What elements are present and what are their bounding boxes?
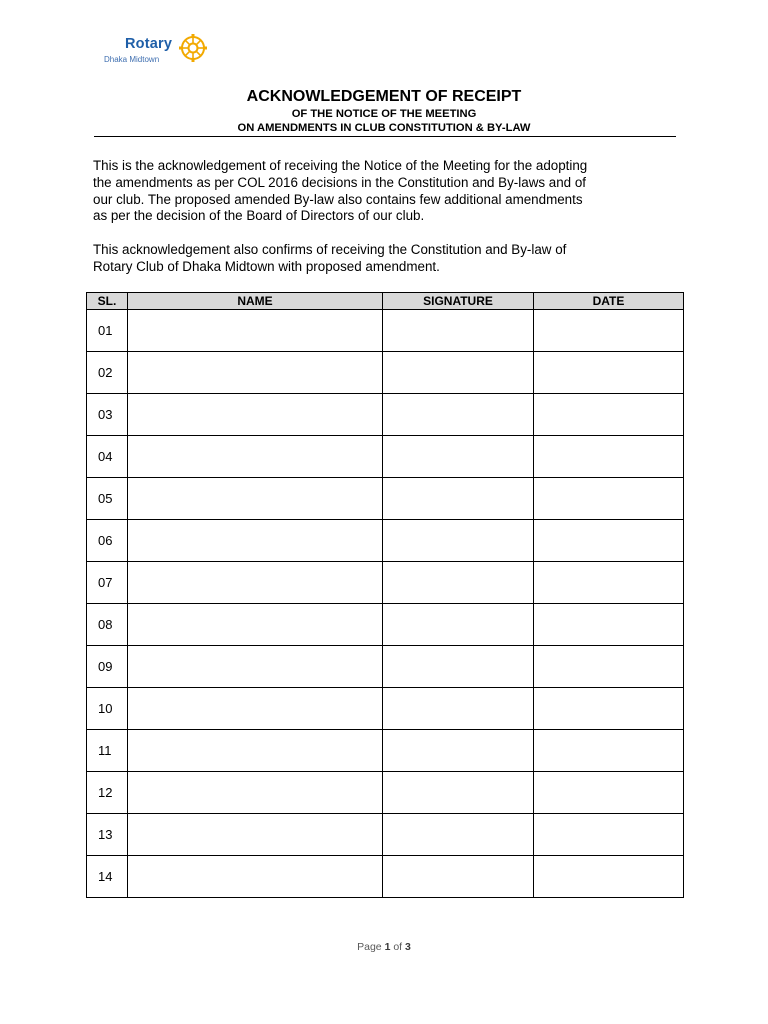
page-total: 3: [405, 941, 411, 953]
row-name-cell[interactable]: [128, 604, 383, 646]
table-row: [87, 772, 684, 814]
table-row: [87, 814, 684, 856]
document-subtitle-line2: ON AMENDMENTS IN CLUB CONSTITUTION & BY-LAW: [237, 122, 531, 134]
row-signature-cell[interactable]: [383, 310, 534, 352]
table-row: [87, 520, 684, 562]
row-serial-number: 05: [87, 478, 128, 520]
row-name-cell[interactable]: [128, 520, 383, 562]
row-serial-number: 06: [87, 520, 128, 562]
table-header-row: [87, 293, 684, 310]
confirmation-paragraph: [93, 242, 693, 276]
row-signature-cell[interactable]: [383, 646, 534, 688]
table-row: [87, 352, 684, 394]
row-signature-cell[interactable]: [383, 478, 534, 520]
row-date-cell[interactable]: [534, 394, 684, 436]
row-signature-cell[interactable]: [383, 394, 534, 436]
row-serial-number: 09: [87, 646, 128, 688]
row-date-cell[interactable]: [534, 604, 684, 646]
row-signature-cell[interactable]: [383, 562, 534, 604]
row-name-cell[interactable]: [128, 772, 383, 814]
document-subtitle-line1: OF THE NOTICE OF THE MEETING: [291, 108, 477, 120]
row-name-cell[interactable]: [128, 436, 383, 478]
paragraph-line: as per the decision of the Board of Directors of our club.: [93, 208, 425, 224]
row-signature-cell[interactable]: [383, 436, 534, 478]
row-name-cell[interactable]: [128, 730, 383, 772]
table-row: [87, 394, 684, 436]
title-divider: [94, 136, 676, 137]
paragraph-line: This acknowledgement also confirms of receiving the Constitution and By-law of: [93, 242, 567, 257]
row-serial-number: 08: [87, 604, 128, 646]
row-date-cell[interactable]: [534, 562, 684, 604]
acknowledgement-table: [86, 292, 684, 898]
row-serial-number: 04: [87, 436, 128, 478]
table-row: [87, 646, 684, 688]
column-header-date: DATE: [534, 293, 684, 310]
row-date-cell[interactable]: [534, 856, 684, 898]
table-row: [87, 478, 684, 520]
document-title: ACKNOWLEDGEMENT OF RECEIPT: [246, 88, 522, 105]
row-signature-cell[interactable]: [383, 814, 534, 856]
row-date-cell[interactable]: [534, 520, 684, 562]
row-signature-cell[interactable]: [383, 688, 534, 730]
paragraph-line: Rotary Club of Dhaka Midtown with proposed amendment.: [93, 258, 440, 274]
row-serial-number: 02: [87, 352, 128, 394]
column-header-name: NAME: [128, 293, 383, 310]
table-row: [87, 730, 684, 772]
row-date-cell[interactable]: [534, 436, 684, 478]
table-row: [87, 436, 684, 478]
row-date-cell[interactable]: [534, 646, 684, 688]
row-serial-number: 03: [87, 394, 128, 436]
row-name-cell[interactable]: [128, 688, 383, 730]
row-signature-cell[interactable]: [383, 352, 534, 394]
paragraph-line: our club. The proposed amended By-law also contains few additional amendments: [93, 191, 583, 207]
row-signature-cell[interactable]: [383, 520, 534, 562]
intro-paragraph: [93, 158, 693, 225]
row-name-cell[interactable]: [128, 478, 383, 520]
row-name-cell[interactable]: [128, 856, 383, 898]
row-serial-number: 13: [87, 814, 128, 856]
table-row: [87, 310, 684, 352]
table-row: [87, 856, 684, 898]
paragraph-line: the amendments as per COL 2016 decisions in the Constitution and By-laws and of: [93, 174, 587, 190]
column-header-signature: SIGNATURE: [383, 293, 534, 310]
row-name-cell[interactable]: [128, 310, 383, 352]
row-name-cell[interactable]: [128, 814, 383, 856]
row-date-cell[interactable]: [534, 814, 684, 856]
page-prefix: Page: [357, 941, 382, 953]
row-name-cell[interactable]: [128, 352, 383, 394]
rotary-logo: [104, 31, 214, 65]
paragraph-line: This is the acknowledgement of receiving the Notice of the Meeting for the adopting: [93, 158, 588, 173]
row-name-cell[interactable]: [128, 394, 383, 436]
row-signature-cell[interactable]: [383, 604, 534, 646]
row-name-cell[interactable]: [128, 562, 383, 604]
table-row: [87, 688, 684, 730]
row-signature-cell[interactable]: [383, 772, 534, 814]
row-serial-number: 14: [87, 856, 128, 898]
row-signature-cell[interactable]: [383, 730, 534, 772]
row-date-cell[interactable]: [534, 730, 684, 772]
row-date-cell[interactable]: [534, 310, 684, 352]
column-header-sl: SL.: [87, 293, 128, 310]
row-signature-cell[interactable]: [383, 856, 534, 898]
logo-wordmark: Rotary: [125, 36, 173, 52]
row-serial-number: 10: [87, 688, 128, 730]
row-serial-number: 12: [87, 772, 128, 814]
row-serial-number: 01: [87, 310, 128, 352]
row-serial-number: 11: [87, 730, 128, 772]
page-footer: [0, 941, 768, 953]
table-row: [87, 562, 684, 604]
row-date-cell[interactable]: [534, 772, 684, 814]
logo-subtitle: Dhaka Midtown: [104, 55, 160, 64]
rotary-wheel-icon: [178, 33, 208, 63]
row-name-cell[interactable]: [128, 646, 383, 688]
row-date-cell[interactable]: [534, 352, 684, 394]
row-serial-number: 07: [87, 562, 128, 604]
page-current: 1: [384, 941, 391, 953]
table-row: [87, 604, 684, 646]
row-date-cell[interactable]: [534, 478, 684, 520]
row-date-cell[interactable]: [534, 688, 684, 730]
page-of: of: [393, 941, 403, 953]
